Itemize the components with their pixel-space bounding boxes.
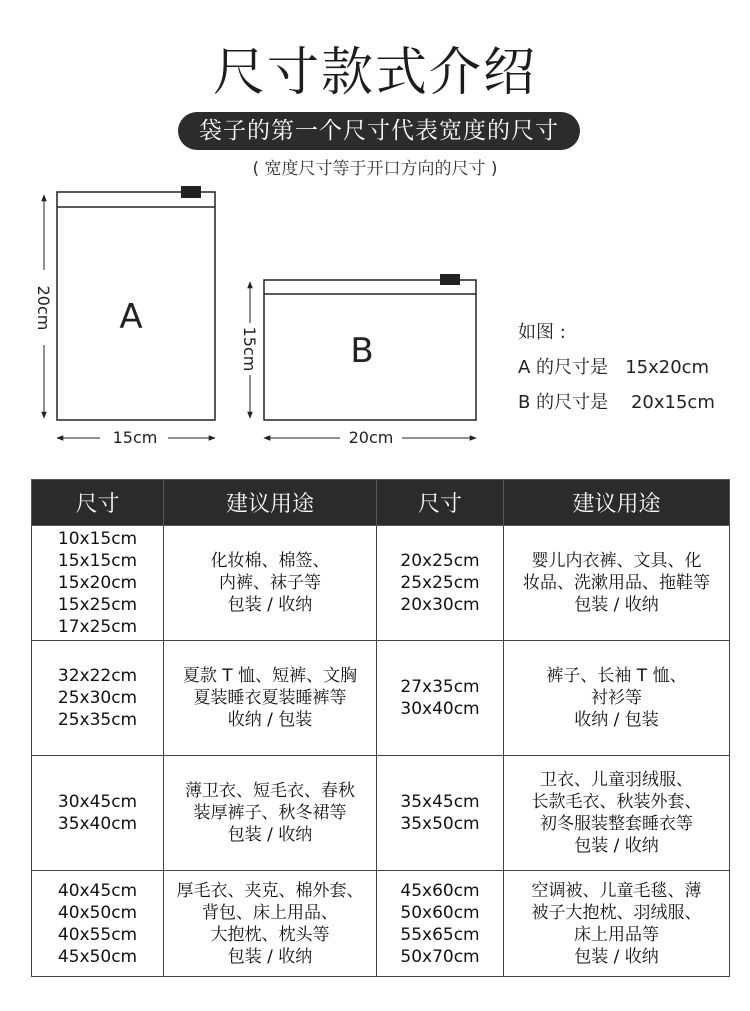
size-value: 25x35cm (57, 710, 138, 730)
bag-b (264, 274, 476, 420)
size-value: 35x40cm (57, 814, 138, 834)
size-value: 10x15cm (57, 529, 138, 549)
usage-text: 厚毛衣、夹克、棉外套、 (176, 880, 364, 901)
bag-a-height-label: 20cm (34, 285, 53, 331)
page-title: 尺寸款式介绍 (212, 43, 537, 103)
size-value: 15x25cm (57, 595, 138, 615)
bag-a-width-label: 15cm (112, 428, 158, 447)
legend-line-a: A 的尺寸是 15x20cm (518, 357, 710, 378)
usage-text: 包装 / 收纳 (227, 825, 313, 845)
size-usage-table (31, 479, 730, 977)
usage-cell (504, 641, 730, 756)
usage-cell (164, 526, 377, 641)
usage-text: 空调被、儿童毛毯、薄 (531, 880, 702, 901)
size-value: 15x20cm (57, 573, 138, 593)
usage-text: 夏装睡衣夏装睡裤等 (193, 688, 347, 708)
table-row (32, 871, 730, 977)
usage-cell (164, 871, 377, 977)
usage-text: 收纳 / 包装 (227, 710, 313, 730)
usage-text: 床上用品等 (574, 924, 659, 945)
size-value: 17x25cm (57, 617, 138, 637)
sizes-cell (32, 756, 164, 871)
bag-a-label: A (119, 297, 143, 337)
size-value: 35x50cm (400, 814, 480, 834)
usage-text: 包装 / 收纳 (574, 595, 659, 615)
sizes-cell (377, 756, 504, 871)
sizes-cell (377, 641, 504, 756)
subtitle-banner: 袋子的第一个尺寸代表宽度的尺寸 (178, 112, 580, 150)
table-header-row (32, 480, 730, 526)
bag-b-label: B (350, 331, 374, 371)
sizes-cell (32, 641, 164, 756)
size-value: 20x30cm (400, 595, 480, 615)
usage-text: 化妆棉、棉签、 (210, 551, 330, 571)
bag-b-height-label: 15cm (240, 326, 259, 372)
usage-cell (164, 756, 377, 871)
size-legend (518, 315, 715, 420)
size-value: 25x25cm (400, 573, 480, 593)
header-size-left: 尺寸 (32, 480, 164, 526)
usage-text: 初冬服装整套睡衣等 (540, 814, 693, 834)
usage-text: 包装 / 收纳 (574, 946, 659, 967)
usage-cell (504, 871, 730, 977)
size-value: 25x30cm (57, 688, 138, 708)
usage-text: 裤子、长袖 T 恤、 (546, 666, 687, 686)
table-row (32, 641, 730, 756)
usage-text: 被子大抱枕、羽绒服、 (531, 902, 702, 923)
zipper-slider-icon (181, 186, 201, 198)
usage-cell (504, 756, 730, 871)
size-value: 40x55cm (57, 924, 138, 945)
legend-heading: 如图 : (518, 322, 566, 343)
width-note: ( 宽度尺寸等于开口方向的尺寸 ) (252, 159, 498, 179)
size-value: 45x50cm (57, 946, 138, 967)
size-value: 20x25cm (400, 551, 480, 571)
usage-text: 大抱枕、枕头等 (210, 924, 330, 945)
usage-text: 收纳 / 包装 (574, 710, 659, 730)
usage-text: 包装 / 收纳 (574, 836, 659, 856)
usage-text: 妆品、洗漱用品、拖鞋等 (523, 573, 710, 593)
legend-line-b: B 的尺寸是 20x15cm (518, 392, 715, 413)
size-value: 27x35cm (400, 677, 480, 697)
usage-text: 内裤、袜子等 (219, 573, 321, 593)
size-value: 32x22cm (57, 666, 138, 686)
size-value: 50x70cm (400, 946, 480, 967)
usage-text: 婴儿内衣裤、文具、化 (531, 551, 702, 571)
usage-text: 包装 / 收纳 (227, 595, 313, 615)
sizes-cell (32, 871, 164, 977)
size-value: 45x60cm (400, 880, 480, 901)
bag-a (57, 186, 215, 420)
bag-b-width-label: 20cm (348, 428, 394, 447)
usage-text: 包装 / 收纳 (227, 946, 313, 967)
header-use-right: 建议用途 (504, 480, 730, 526)
usage-text: 薄卫衣、短毛衣、春秋 (185, 781, 355, 801)
usage-cell (164, 641, 377, 756)
usage-cell (504, 526, 730, 641)
zipper-slider-icon (440, 274, 460, 285)
size-value: 15x15cm (57, 551, 138, 571)
sizes-cell (377, 871, 504, 977)
table-row (32, 756, 730, 871)
usage-text: 长款毛衣、秋装外套、 (531, 792, 702, 812)
usage-text: 背包、床上用品、 (202, 902, 338, 923)
size-value: 30x45cm (57, 792, 138, 812)
size-value: 50x60cm (400, 902, 480, 923)
usage-text: 卫衣、儿童羽绒服、 (540, 770, 693, 790)
usage-text: 装厚裤子、秋冬裙等 (193, 803, 347, 823)
sizes-cell (32, 526, 164, 641)
table-row (32, 526, 730, 641)
header-use-left: 建议用途 (164, 480, 377, 526)
size-value: 40x45cm (57, 880, 138, 901)
header-size-right: 尺寸 (377, 480, 504, 526)
size-value: 55x65cm (400, 924, 480, 945)
usage-text: 夏款 T 恤、短裤、文胸 (182, 666, 358, 686)
usage-text: 衬衫等 (591, 688, 642, 708)
size-value: 40x50cm (57, 902, 138, 923)
size-value: 35x45cm (400, 792, 480, 812)
size-value: 30x40cm (400, 699, 480, 719)
sizes-cell (377, 526, 504, 641)
